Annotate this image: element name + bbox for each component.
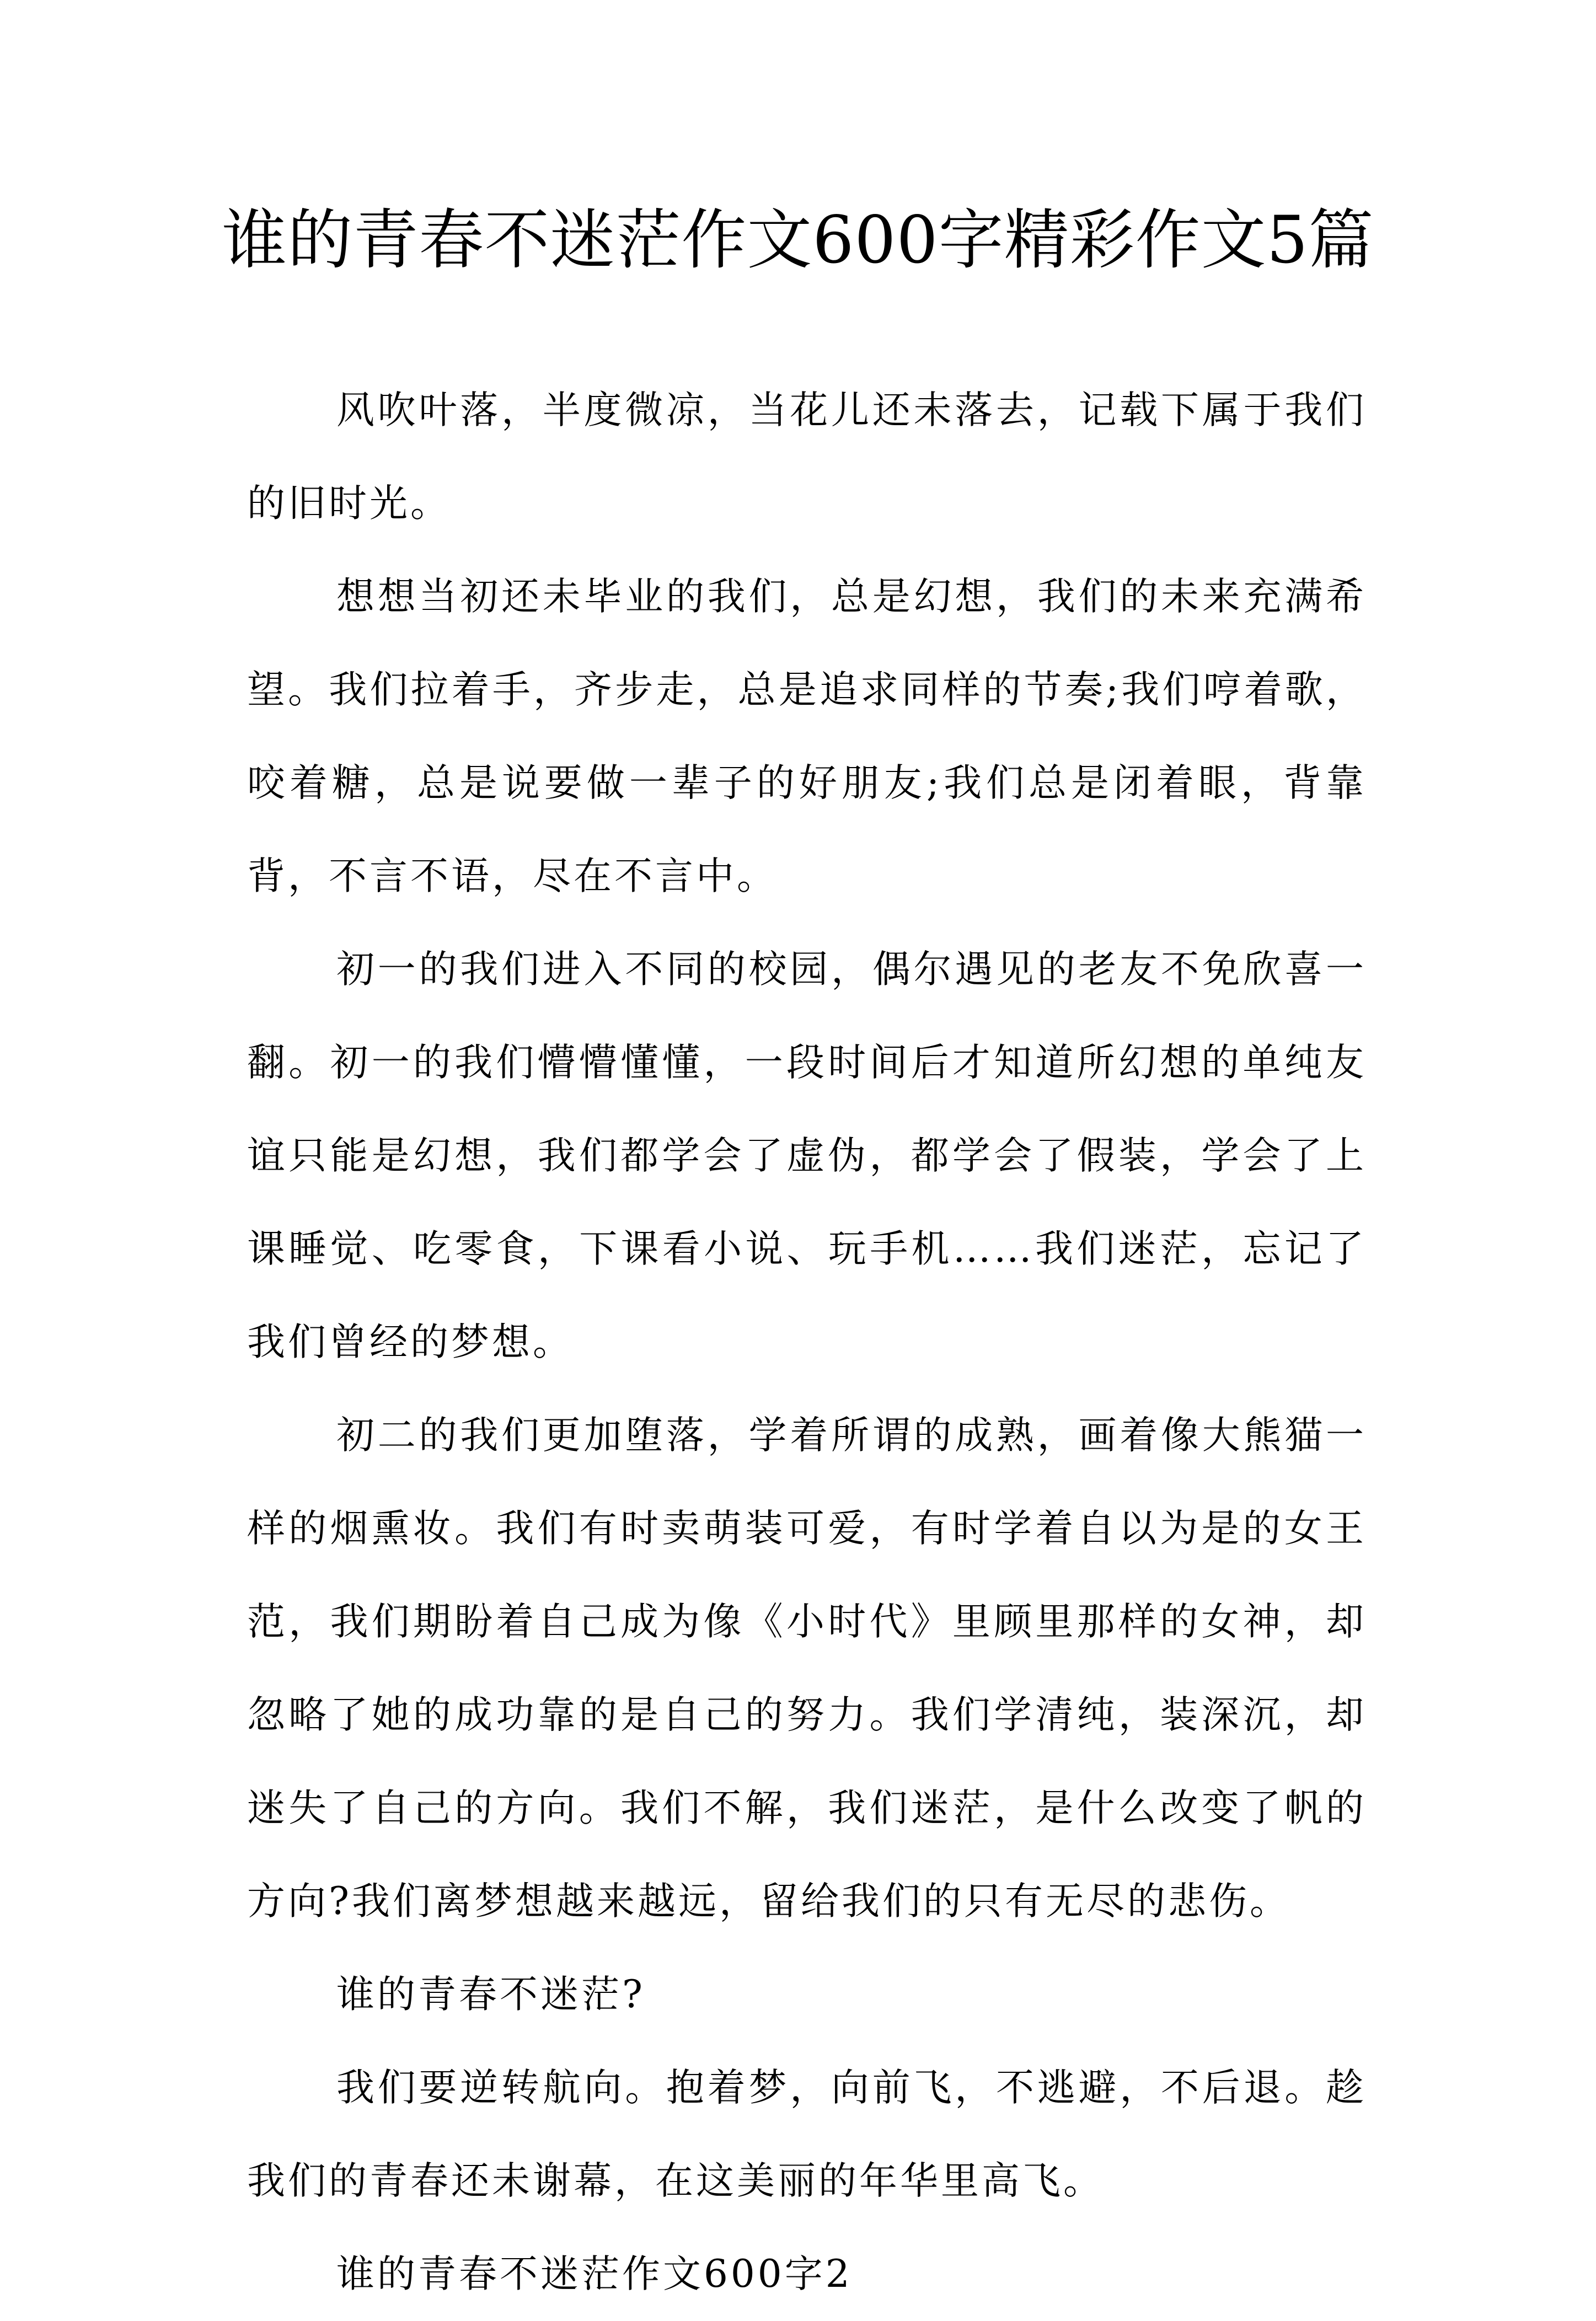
paragraph: 初二的我们更加堕落，学着所谓的成熟，画着像大熊猫一样的烟熏妆。我们有时卖萌装可爱，有时学着自以为是的女王范，我们期盼着自己成为像《小时代》里顾里那样的女神，却忽略了她的成功靠的是自己的努力。我们学清纯，装深沉，却迷失了自己的方向。我们不解，我们迷茫，是什么改变了帆的方向?我们离梦想越来越远，留给我们的只有无尽的悲伤。 [247, 1413, 1367, 1923]
section-heading: 谁的青春不迷茫作文600字2 [336, 2252, 853, 2296]
document-body [247, 364, 1367, 2321]
paragraph: 风吹叶落，半度微凉，当花儿还未落去，记载下属于我们的旧时光。 [247, 388, 1367, 526]
page-title: 谁的青春不迷茫作文600字精彩作文5篇 [222, 202, 1374, 278]
paragraph: 初一的我们进入不同的校园，偶尔遇见的老友不免欣喜一翻。初一的我们懵懵懂懂，一段时间后才知道所幻想的单纯友谊只能是幻想，我们都学会了虚伪，都学会了假装，学会了上课睡觉、吃零食，下课看小说、玩手机……我们迷茫，忘记了我们曾经的梦想。 [247, 947, 1367, 1364]
paragraph: 我们要逆转航向。抱着梦，向前飞，不逃避，不后退。趁我们的青春还未谢幕，在这美丽的年华里高飞。 [247, 2066, 1367, 2203]
paragraph: 谁的青春不迷茫? [336, 1972, 645, 2017]
paragraph: 想想当初还未毕业的我们，总是幻想，我们的未来充满希望。我们拉着手，齐步走，总是追求同样的节奏;我们哼着歌，咬着糖，总是说要做一辈子的好朋友;我们总是闭着眼，背靠背，不言不语，尽在不言中。 [247, 575, 1367, 898]
